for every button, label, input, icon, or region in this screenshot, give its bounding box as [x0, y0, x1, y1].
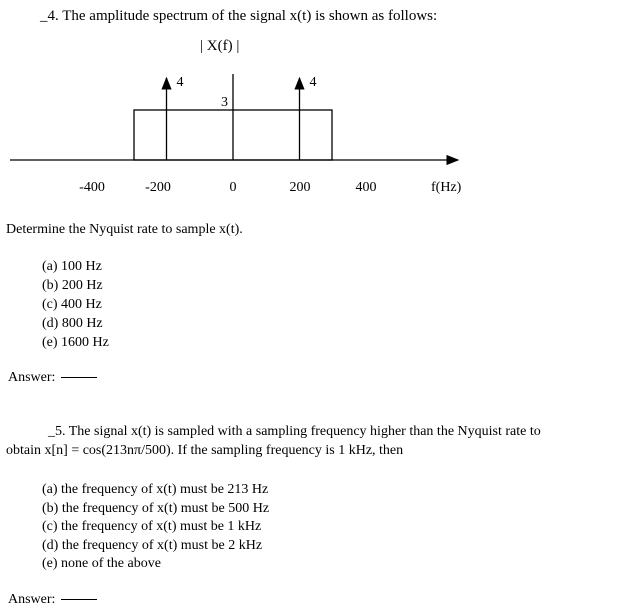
answer-blank[interactable] — [61, 377, 97, 378]
question-4-prompt: Determine the Nyquist rate to sample x(t). — [6, 222, 243, 237]
x-tick-label: 200 — [289, 180, 311, 195]
impulse-label-2: 3 — [221, 95, 228, 110]
option-c[interactable]: (c) the frequency of x(t) must be 1 kHz — [42, 519, 262, 534]
option-b[interactable]: (b) 200 Hz — [42, 278, 103, 293]
answer-blank[interactable] — [61, 599, 97, 600]
x-axis-label: f(Hz) — [431, 180, 462, 195]
option-a[interactable]: (a) the frequency of x(t) must be 213 Hz — [42, 482, 269, 497]
option-b[interactable]: (b) the frequency of x(t) must be 500 Hz — [42, 500, 270, 516]
impulse-label-3: 4 — [309, 75, 317, 90]
option-e[interactable]: (e) none of the above — [42, 556, 161, 571]
x-tick-label: -200 — [145, 180, 171, 195]
question-5-answer — [8, 592, 97, 608]
option-c[interactable]: (c) 400 Hz — [42, 297, 102, 312]
question-4-title: _4. The amplitude spectrum of the signal x(t) is shown as follows: — [40, 8, 438, 24]
answer-label: Answer: — [8, 370, 56, 385]
option-a[interactable]: (a) 100 Hz — [42, 259, 102, 274]
amplitude-spectrum-figure — [0, 0, 637, 215]
x-tick-label: 400 — [355, 180, 377, 195]
option-d[interactable]: (d) the frequency of x(t) must be 2 kHz — [42, 537, 263, 553]
x-tick-label: -400 — [79, 180, 105, 195]
question-4-answer — [8, 370, 97, 386]
answer-label: Answer: — [8, 592, 56, 607]
option-e[interactable]: (e) 1600 Hz — [42, 335, 109, 350]
impulse-label-1: 4 — [176, 75, 184, 90]
spectrum-label: | X(f) | — [200, 38, 240, 54]
question-5-line1: _5. The signal x(t) is sampled with a sampling frequency higher than the Nyquist rate to — [48, 424, 541, 439]
option-d[interactable]: (d) 800 Hz — [42, 316, 103, 331]
x-tick-label: 0 — [229, 180, 237, 195]
question-5-line2: obtain x[n] = cos(213nπ/500). If the sampling frequency is 1 kHz, then — [6, 443, 404, 458]
